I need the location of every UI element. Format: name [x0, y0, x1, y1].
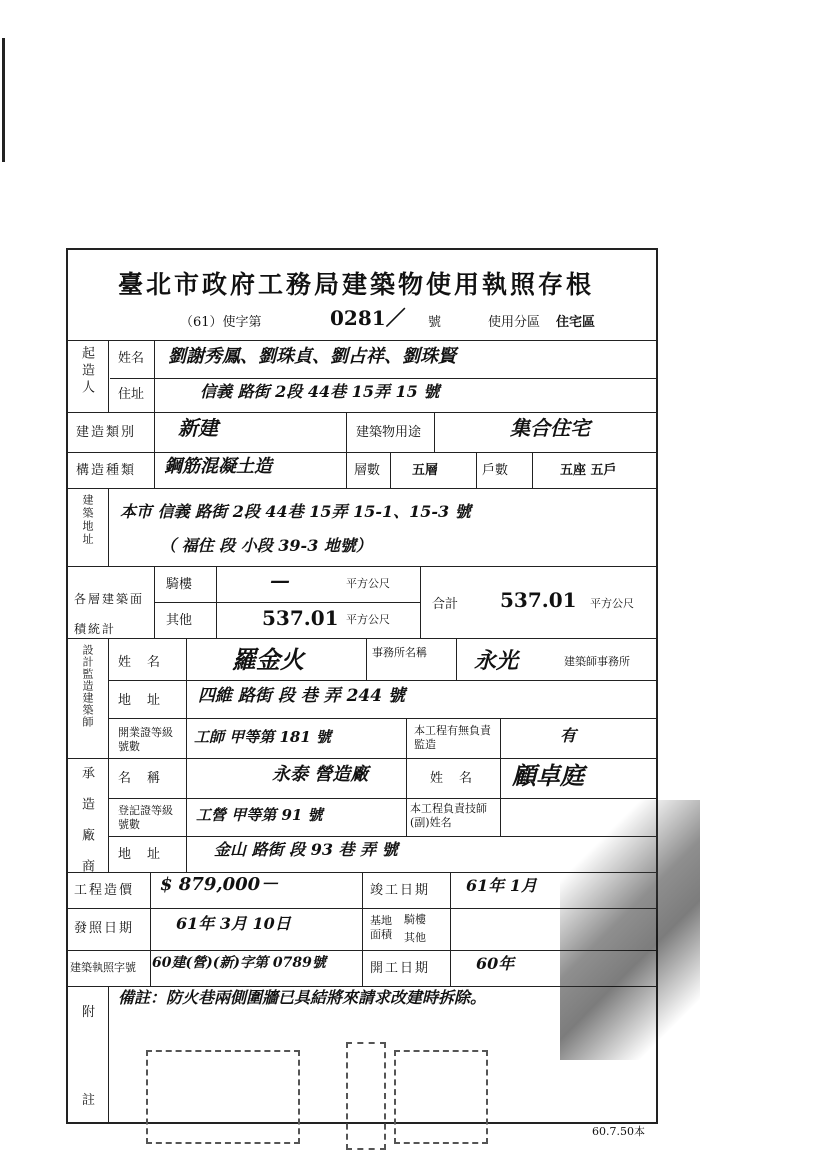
base-arcade-label: 騎樓 [404, 913, 426, 926]
col-line [154, 340, 155, 412]
col-line [420, 566, 421, 638]
units-value: 五座 五戶 [560, 463, 617, 478]
architect-office-value: 永光 [474, 648, 519, 674]
contractor-name-value: 永泰 營造廠 [272, 764, 369, 785]
base-other-label: 其他 [404, 931, 426, 944]
complete-label: 竣工日期 [370, 883, 431, 898]
row-line [68, 638, 656, 639]
seal-stamp [146, 1050, 300, 1144]
owner-addr-value: 信義 路街 2段 44巷 15弄 15 號 [200, 382, 440, 401]
issue-value: 61年 3月 10日 [176, 914, 291, 933]
site-line2: （ 福住 段 小段 39-3 地號） [160, 536, 372, 555]
site-section-label: 建築地址 [81, 494, 94, 546]
struct-label: 構造種類 [76, 463, 137, 478]
col-line [108, 986, 109, 1122]
area-unit-1: 平方公尺 [346, 577, 390, 590]
type-value: 新建 [178, 416, 218, 440]
zone-value: 住宅區 [556, 315, 596, 330]
row-line [68, 758, 656, 759]
struct-value: 鋼筋混凝土造 [164, 456, 272, 477]
col-line [434, 412, 435, 452]
area-total-value: 537.01 [500, 588, 577, 612]
col-line [108, 488, 109, 566]
use-value: 集合住宅 [510, 416, 590, 440]
col-line [154, 412, 155, 488]
contractor-addr-label: 地址 [118, 847, 177, 862]
start-value: 60年 [476, 954, 515, 973]
permit-suffix: 號 [428, 315, 442, 330]
col-line [366, 638, 367, 680]
col-line [532, 452, 533, 488]
area-arcade-label: 騎樓 [166, 577, 193, 592]
row-line [108, 680, 656, 681]
permit-number: 0281／ [330, 306, 406, 330]
col-line [108, 340, 109, 412]
floors-value: 五層 [412, 463, 439, 478]
col-line [390, 452, 391, 488]
seal-stamp [394, 1050, 488, 1144]
row-line [68, 340, 656, 341]
col-line [154, 566, 155, 638]
scan-shadow [560, 800, 700, 1060]
architect-cert-label: 開業證等級號數 [118, 726, 173, 753]
units-label: 戶數 [482, 463, 509, 478]
owner-section-label: 起造人 [79, 346, 94, 397]
row-line [110, 378, 656, 379]
remarks-label-bottom: 註 [82, 1093, 96, 1108]
architect-addr-label: 地址 [118, 693, 177, 708]
site-line1: 本市 信義 路街 2段 44巷 15弄 15-1、15-3 號 [120, 502, 471, 521]
col-line [476, 452, 477, 488]
area-section-label: 各層建築面積統計 [74, 592, 145, 636]
seal-stamp [346, 1042, 386, 1150]
architect-addr-value: 四維 路街 段 巷 弄 244 號 [198, 686, 405, 706]
architect-supervise-label: 本工程有無負責監造 [414, 724, 491, 751]
zone-label: 使用分區 [488, 315, 541, 330]
row-line [68, 412, 656, 413]
area-other-label: 其他 [166, 613, 193, 628]
start-label: 開工日期 [370, 961, 431, 976]
col-line [500, 718, 501, 836]
col-line [362, 872, 363, 986]
issue-label: 發照日期 [74, 921, 135, 936]
area-other-value: 537.01 [262, 606, 339, 630]
remarks-label-top: 附 [82, 1005, 96, 1020]
form-title: 臺北市政府工務局建築物使用執照存根 [118, 270, 595, 299]
floors-label: 層數 [354, 463, 381, 478]
contractor-section-label: 承造廠商 [79, 766, 94, 890]
owner-name-label: 姓名 [118, 351, 145, 366]
scan-edge [2, 38, 5, 162]
contractor-engineer-label: 本工程負責技師(副)姓名 [410, 802, 487, 829]
contractor-cert-value: 工營 甲等第 91 號 [196, 806, 323, 824]
row-line [108, 798, 656, 799]
col-line [346, 412, 347, 488]
area-arcade-value: — [270, 568, 290, 592]
col-line [450, 872, 451, 986]
row-line [154, 602, 420, 603]
owner-addr-label: 住址 [118, 387, 145, 402]
owner-name-value: 劉謝秀鳳、劉珠貞、劉占祥、劉珠賢 [168, 346, 456, 367]
base-area-label: 基地面積 [370, 914, 392, 941]
use-label: 建築物用途 [356, 425, 422, 440]
area-unit-2: 平方公尺 [346, 613, 390, 626]
architect-office-label: 事務所名稱 [372, 646, 427, 659]
permit-label: 建築執照字號 [70, 961, 136, 974]
contractor-person-value: 顧卓庭 [512, 761, 584, 790]
col-line [108, 638, 109, 872]
col-line [456, 638, 457, 680]
contractor-person-label: 姓名 [430, 771, 489, 786]
row-line [68, 452, 656, 453]
col-line [186, 638, 187, 872]
type-label: 建造類別 [76, 425, 137, 440]
row-line [108, 718, 656, 719]
col-line [406, 718, 407, 836]
permit-value: 60建(營)(新)字第 0789號 [152, 955, 326, 971]
architect-office-suffix: 建築師事務所 [564, 655, 630, 668]
area-unit-3: 平方公尺 [590, 597, 634, 610]
architect-name-label: 姓名 [118, 655, 177, 670]
architect-cert-value: 工師 甲等第 181 號 [194, 728, 331, 746]
cost-label: 工程造價 [74, 883, 135, 898]
cost-value: $ 879,000－ [160, 874, 279, 895]
architect-section-label: 設計監造建築師 [81, 644, 94, 728]
area-total-label: 合計 [432, 597, 459, 612]
remarks-text: 備註：防火巷兩側圍牆已具結將來請求改建時拆除。 [118, 988, 487, 1007]
complete-value: 61年 1月 [466, 876, 537, 895]
permit-prefix: （61）使字第 [180, 315, 262, 330]
print-mark: 60.7.50本 [592, 1125, 645, 1138]
row-line [68, 566, 656, 567]
col-line [150, 872, 151, 986]
contractor-name-label: 名稱 [118, 771, 177, 786]
architect-supervise-value: 有 [560, 726, 577, 745]
architect-name-value: 羅金火 [232, 645, 304, 674]
contractor-cert-label: 登記證等級號數 [118, 804, 173, 831]
col-line [216, 566, 217, 638]
row-line [68, 488, 656, 489]
contractor-addr-value: 金山 路街 段 93 巷 弄 號 [214, 840, 398, 859]
